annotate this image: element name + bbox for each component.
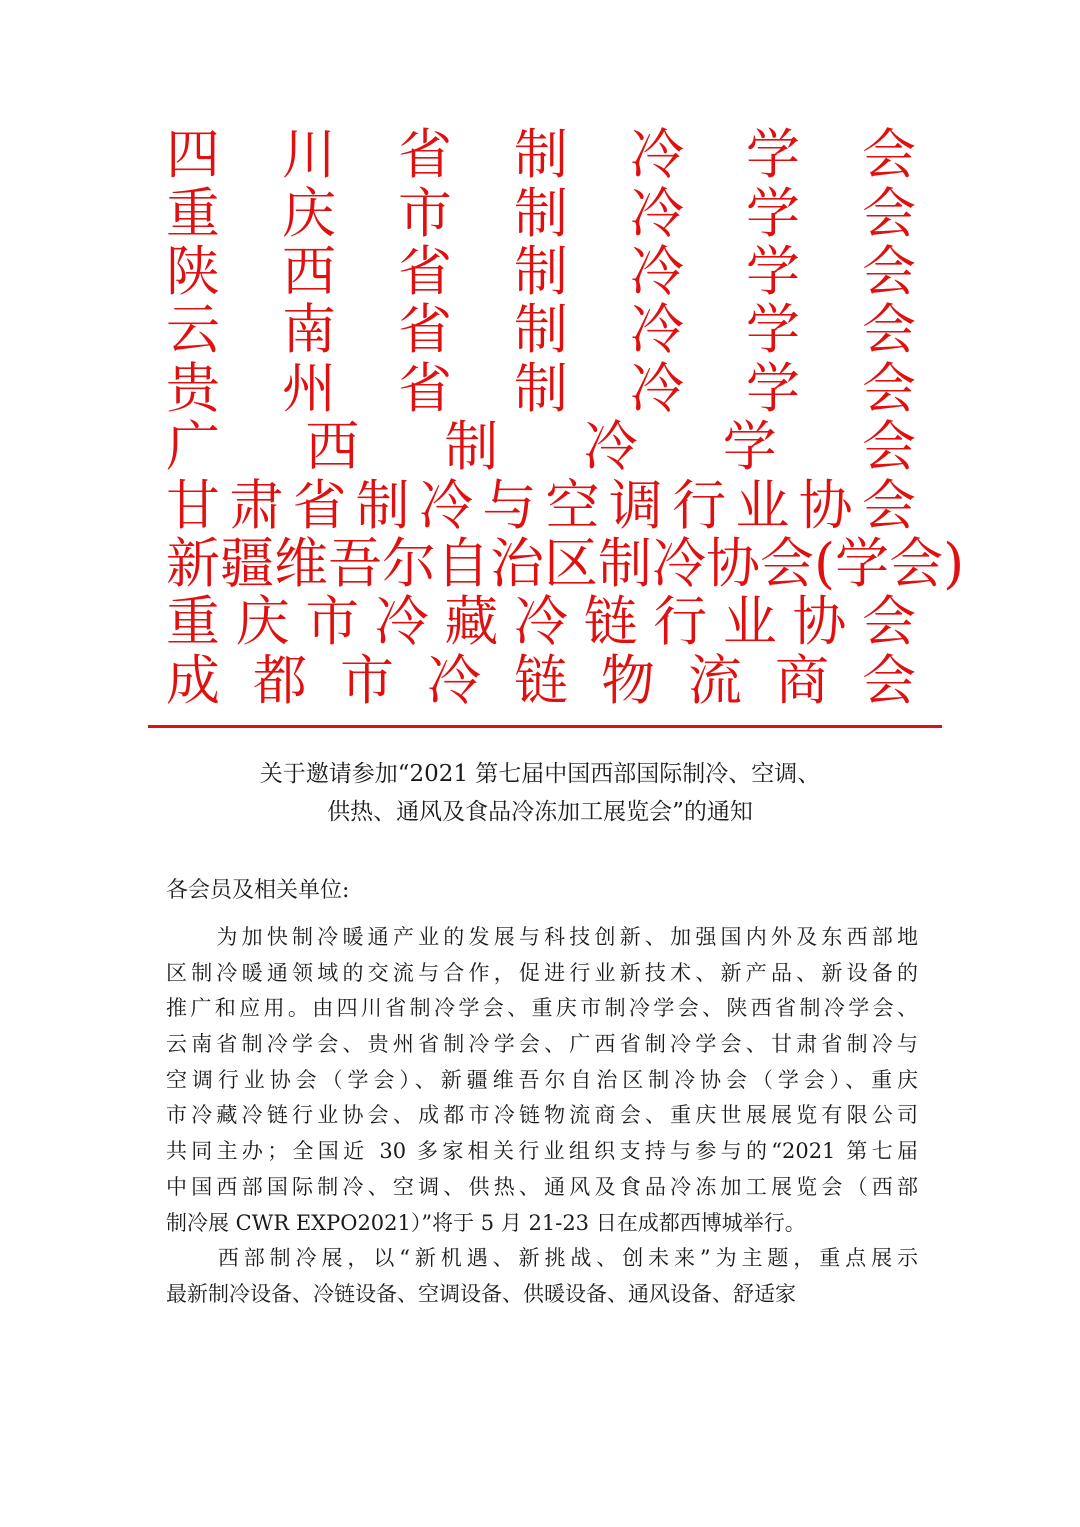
organizer-char: 冷 <box>630 356 684 420</box>
organizer-char: 贵 <box>166 356 220 420</box>
organizer-char: 链 <box>514 648 568 712</box>
organizer-char: 调 <box>608 473 663 537</box>
organizer-char: 制 <box>444 415 499 479</box>
organizer-char: 肃 <box>229 473 284 537</box>
organizer-char: 链 <box>583 590 638 654</box>
organizer-char: 冷 <box>630 181 684 245</box>
organizer-char: 学 <box>746 298 800 362</box>
organizer-char: 学 <box>746 181 800 245</box>
body-line: 云南省制冷学会、贵州省制冷学会、广西省制冷学会、甘肃省制冷与 <box>166 1032 918 1057</box>
organizer-char: 学 <box>746 356 800 420</box>
organizer-char: 会 <box>862 123 916 187</box>
organizer-char: 协 <box>798 473 853 537</box>
organizer-char: 冷 <box>583 415 638 479</box>
organizer-char: 行 <box>672 473 727 537</box>
organizer-char: 冷 <box>630 123 684 187</box>
organizer-char: 省 <box>398 239 452 303</box>
organizer-char: 行 <box>653 590 708 654</box>
body-text <box>166 920 918 1313</box>
organizer-char: 川 <box>282 123 336 187</box>
organizer-char: 冷 <box>630 239 684 303</box>
organizer-char: 云 <box>166 298 220 362</box>
organizer-char: 省 <box>398 356 452 420</box>
organizer-char: 会 <box>862 356 916 420</box>
organizer-line <box>166 298 916 362</box>
organizer-char: 协 <box>792 590 847 654</box>
body-line: 区制冷暖通领域的交流与合作，促进行业新技术、新产品、新设备的 <box>166 960 918 985</box>
organizer-char: 省 <box>398 123 452 187</box>
body-line: 共同主办；全国近 30 多家相关行业组织支持与参与的“2021 第七届 <box>166 1139 918 1164</box>
organizer-char: 市 <box>398 181 452 245</box>
body-line: 为加快制冷暖通产业的发展与科技创新、加强国内外及东西部地 <box>166 925 918 949</box>
salutation: 各会员及相关单位: <box>166 878 350 903</box>
organizer-char: 西 <box>305 415 360 479</box>
body-line: 市冷藏冷链行业协会、成都市冷链物流商会、重庆世展展览有限公司 <box>166 1103 918 1128</box>
organizer-line <box>166 473 916 537</box>
organizer-char: 冷 <box>630 298 684 362</box>
organizer-char: 制 <box>355 473 410 537</box>
body-line: 制冷展 CWR EXPO2021）”将于 5 月 21-23 日在成都西博城举行。 <box>166 1210 806 1235</box>
organizer-char: 制 <box>514 356 568 420</box>
organizer-char: 商 <box>775 648 829 712</box>
organizer-char: 学 <box>722 415 777 479</box>
organizer-char: 学 <box>746 239 800 303</box>
organizer-char: 陕 <box>166 239 220 303</box>
organizer-char: 广 <box>166 415 220 479</box>
organizer-char: 与 <box>482 473 537 537</box>
organizer-char: 制 <box>514 181 568 245</box>
organizer-char: 冷 <box>513 590 568 654</box>
organizer-char: 庆 <box>235 590 290 654</box>
organizer-char: 重 <box>166 181 220 245</box>
organizer-line <box>166 239 916 303</box>
organizer-char: 冷 <box>419 473 474 537</box>
organizer-char: 庆 <box>282 181 336 245</box>
organizer-line <box>166 648 916 712</box>
body-line: 最新制冷设备、冷链设备、空调设备、供暖设备、通风设备、舒适家 <box>166 1281 796 1306</box>
organizer-line <box>166 181 916 245</box>
organizer-line <box>166 415 916 479</box>
organizer-char: 制 <box>514 239 568 303</box>
organizer-char: 成 <box>166 648 220 712</box>
organizer-char: 藏 <box>444 590 499 654</box>
organizer-char: 甘 <box>166 473 220 537</box>
organizer-char: 流 <box>688 648 742 712</box>
body-line: 西部制冷展，以“新机遇、新挑战、创未来”为主题，重点展示 <box>166 1246 918 1271</box>
organizer-char: 会 <box>861 415 916 479</box>
organizer-line <box>166 531 965 595</box>
organizer-char: 学 <box>746 123 800 187</box>
notice-title-line-2: 供热、通风及食品冷冻加工展览会”的通知 <box>327 799 753 825</box>
organizer-char: 都 <box>253 648 307 712</box>
body-line: 中国西部国际制冷、空调、供热、通风及食品冷冻加工展览会（西部 <box>166 1174 918 1199</box>
organizer-char: 会 <box>862 181 916 245</box>
organizer-char: 制 <box>514 123 568 187</box>
organizer-char: 会 <box>861 590 916 654</box>
organizer-char: 重 <box>166 590 220 654</box>
organizer-char: 四 <box>166 123 220 187</box>
organizer-char: 会 <box>861 473 916 537</box>
body-line: 推广和应用。由四川省制冷学会、重庆市制冷学会、陕西省制冷学会、 <box>166 996 918 1021</box>
organizer-char: 会 <box>862 239 916 303</box>
organizer-char: 省 <box>292 473 347 537</box>
organizer-char: 业 <box>735 473 790 537</box>
notice-title-line-1: 关于邀请参加“2021 第七届中国西部国际制冷、空调、 <box>259 761 821 787</box>
organizer-char: 会 <box>862 298 916 362</box>
organizer-char: 业 <box>722 590 777 654</box>
organizer-char: 省 <box>398 298 452 362</box>
notice-title <box>150 755 930 831</box>
organizer-char: 制 <box>514 298 568 362</box>
organizer-char: 州 <box>282 356 336 420</box>
organizer-line <box>166 590 916 654</box>
organizer-char: 会 <box>862 648 916 712</box>
organizer-char: 物 <box>601 648 655 712</box>
organizer-char: 市 <box>305 590 360 654</box>
organizer-char: 市 <box>340 648 394 712</box>
organizer-char: 冷 <box>374 590 429 654</box>
organizer-char: 南 <box>282 298 336 362</box>
organizer-char: 空 <box>545 473 600 537</box>
organizer-char: 西 <box>282 239 336 303</box>
body-line: 空调行业协会（学会）、新疆维吾尔自治区制冷协会（学会）、重庆 <box>166 1067 918 1092</box>
organizer-line <box>166 356 916 420</box>
organizer-line <box>166 123 916 187</box>
red-divider-rule <box>148 725 942 728</box>
organizer-char: 冷 <box>427 648 481 712</box>
organizer-header <box>166 123 965 716</box>
organizer-char: 新疆维吾尔自治区制冷协会(学会) <box>166 531 965 595</box>
